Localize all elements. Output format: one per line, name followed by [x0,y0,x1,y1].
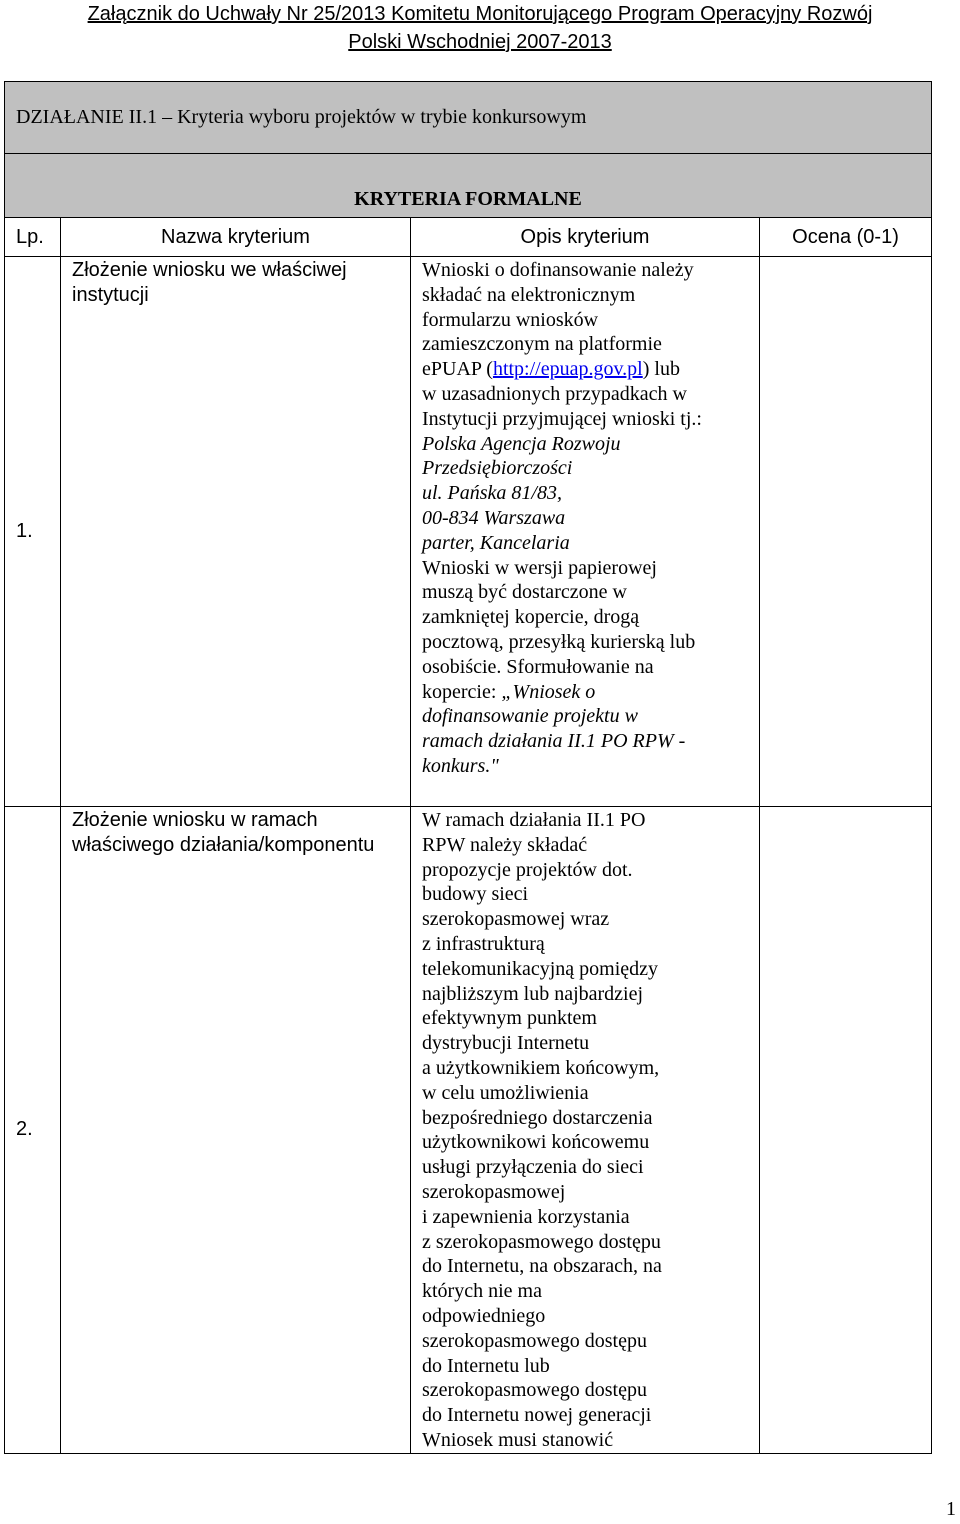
desc-line-italic: ramach działania II.1 PO RPW - [422,730,686,753]
desc-line-italic: konkurs." [422,754,499,777]
table-row [5,807,932,1454]
desc-line: W ramach działania II.1 PO [422,809,646,831]
desc-line: dystrybucji Internetu [422,1032,590,1055]
desc-line-address: Przedsiębiorczości [422,457,573,480]
desc-line: Wnioski w wersji papierowej [422,556,657,579]
desc-line: szerokopasmowej wraz [422,908,610,931]
criterion-name: Złożenie wniosku we właściwej instytucji [61,257,411,807]
page-number: 1 [946,1498,956,1520]
desc-line: szerokopasmowego dostępu [422,1379,647,1402]
column-header-name: Nazwa kryterium [61,218,411,257]
desc-line: w uzasadnionych przypadkach w [422,382,687,405]
column-header-score: Ocena (0-1) [760,218,932,257]
desc-line: do Internetu nowej generacji [422,1404,652,1427]
criterion-description [411,257,760,807]
desc-line: zamkniętej kopercie, drogą [422,606,640,629]
desc-line: do Internetu, na obszarach, na [422,1255,662,1278]
desc-line-address: ul. Pańska 81/83, [422,482,562,505]
desc-line: bezpośredniego dostarczenia [422,1106,653,1129]
score-cell [760,807,932,1454]
desc-line: składać na elektronicznym [422,283,636,306]
desc-line-epuap [422,357,753,382]
desc-line: efektywnym punktem [422,1007,597,1030]
desc-line: Wnioski o dofinansowanie należy [422,259,694,281]
column-header-description: Opis kryterium [411,218,760,257]
desc-line-address: parter, Kancelaria [422,531,570,554]
desc-text: ePUAP ( [422,358,493,381]
desc-line: RPW należy składać [422,833,588,856]
desc-text: ) lub [642,358,680,381]
criteria-table [4,81,932,1454]
desc-line: i zapewnienia korzystania [422,1205,630,1228]
desc-line: osobiście. Sformułowanie na [422,655,654,678]
desc-line: budowy sieci [422,883,529,906]
desc-line-address: Polska Agencja Rozwoju [422,432,621,455]
epuap-link[interactable]: http://epuap.gov.pl [492,358,643,381]
desc-line-italic: dofinansowanie projektu w [422,705,638,728]
document-header [0,0,960,56]
desc-line: użytkownikowi końcowemu [422,1131,650,1154]
column-header-row [5,218,932,257]
desc-line: propozycje projektów dot. [422,858,633,881]
desc-line: w celu umożliwienia [422,1081,589,1104]
desc-line: pocztową, przesyłką kurierską lub [422,630,696,653]
desc-text: kopercie: [422,680,502,703]
row-number: 2. [5,807,61,1454]
desc-line-envelope [422,680,753,705]
desc-line: odpowiedniego [422,1304,546,1327]
desc-line: zamieszczonym na platformie [422,333,662,356]
desc-line: muszą być dostarczone w [422,581,627,604]
desc-line: Instytucji przyjmującej wnioski tj.: [422,407,702,430]
desc-line: z infrastrukturą [422,932,545,955]
score-cell [760,257,932,807]
header-line-1: Załącznik do Uchwały Nr 25/2013 Komitetu Monitorującego Program Operacyjny Rozwój [87,3,873,25]
row-number: 1. [5,257,61,807]
desc-line: telekomunikacyjną pomiędzy [422,957,659,980]
desc-line: szerokopasmowego dostępu [422,1329,647,1352]
desc-text-italic: „Wniosek o [501,680,596,703]
desc-line: których nie ma [422,1280,542,1303]
desc-line-address: 00-834 Warszawa [422,506,566,529]
criterion-name: Złożenie wniosku w ramach właściwego działania/komponentu [61,807,411,1454]
header-line-2: Polski Wschodniej 2007-2013 [348,31,612,53]
desc-line: szerokopasmowej [422,1180,566,1203]
action-title: DZIAŁANIE II.1 – Kryteria wyboru projektów w trybie konkursowym [5,82,932,154]
desc-line: Wniosek musi stanowić [422,1428,614,1451]
section-title: KRYTERIA FORMALNE [5,154,932,218]
desc-line: najbliższym lub najbardziej [422,982,644,1005]
desc-line: usługi przyłączenia do sieci [422,1156,644,1179]
desc-line: z szerokopasmowego dostępu [422,1230,661,1253]
table-row [5,257,932,807]
desc-line: a użytkownikiem końcowym, [422,1056,660,1079]
column-header-lp: Lp. [5,218,61,257]
desc-line: do Internetu lub [422,1354,550,1377]
criterion-description [411,807,760,1454]
desc-line: formularzu wniosków [422,308,599,331]
